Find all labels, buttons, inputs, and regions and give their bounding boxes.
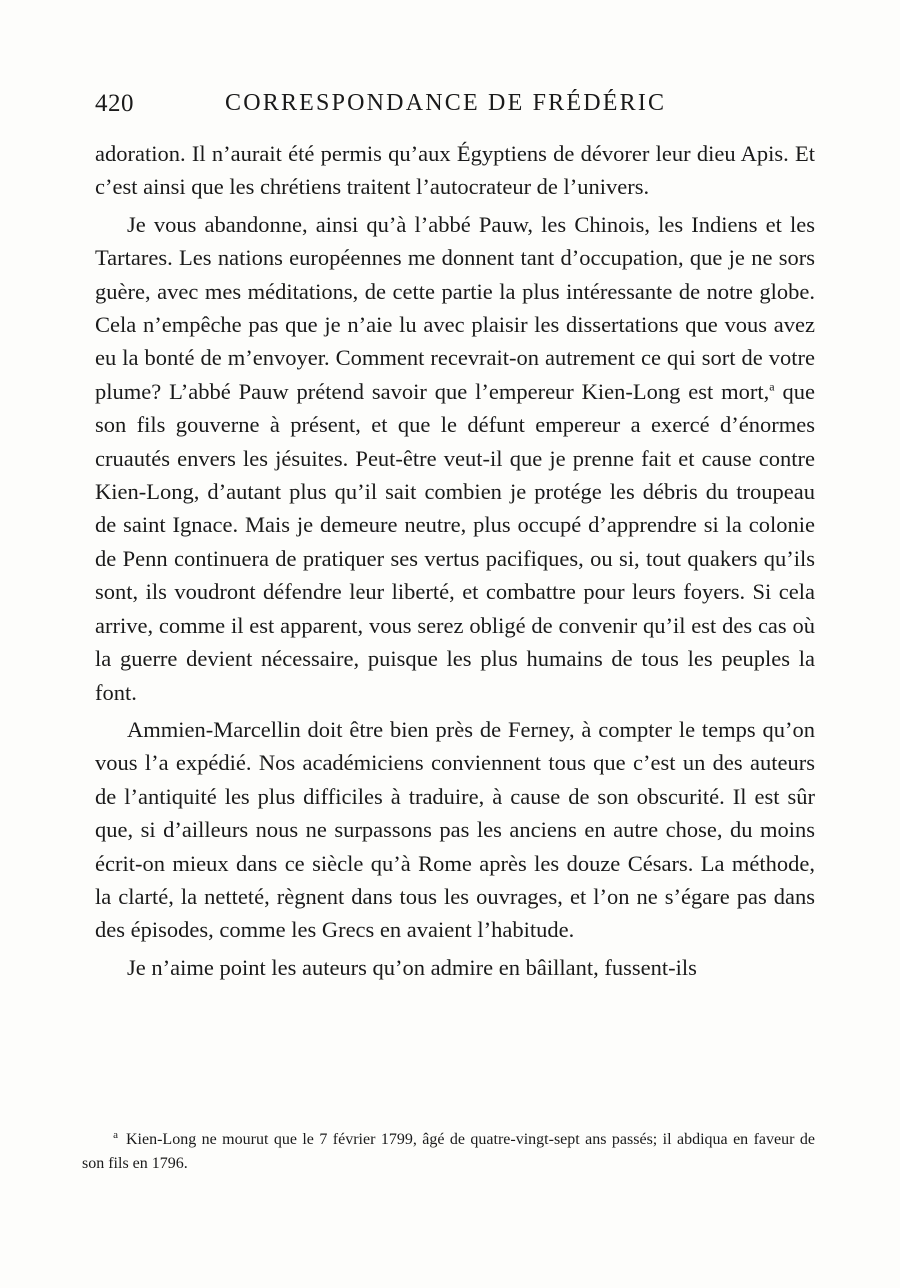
paragraph-2	[95, 208, 815, 709]
paragraph-3: Ammien-Marcellin doit être bien près de Ferney, à compter le temps qu’on vous l’a expédié. Nos académiciens conviennent tous que c’est un des auteurs de l’antiquité les plus difficiles à traduire, à cause de son obscurité. Il est sûr que, si d’ailleurs nous ne surpassons pas les anciens en autre chose, du moins écrit-on mieux dans ce siècle qu’à Rome après les douze Césars. La méthode, la clarté, la netteté, règnent dans tous les ouvrages, et l’on ne s’égare pas dans des épisodes, comme les Grecs en avaient l’habitude.	[95, 716, 815, 943]
body-text	[95, 137, 815, 984]
footnote-reference-mark: a	[769, 379, 775, 394]
page-number: 420	[95, 90, 134, 117]
paragraph-1: adoration. Il n’aurait été permis qu’aux Égyptiens de dévorer leur dieu Apis. Et c’est ainsi que les chrétiens traitent l’autocrateur de l’univers.	[95, 141, 815, 200]
paragraph-4: Je n’aime point les auteurs qu’on admire en bâillant, fussent-ils	[127, 954, 697, 980]
page-header	[95, 90, 815, 126]
running-title: CORRESPONDANCE DE FRÉDÉRIC	[225, 90, 667, 116]
paragraph-2-part-2: que son fils gouverne à présent, et que le défunt empereur a exercé d’énormes cruautés envers les jésuites. Peut-être veut-il que je prenne fait et cause contre Kien-Long, d’autant plus qu’il sait combien je protége les débris du troupeau de saint Ignace. Mais je demeure neutre, plus occupé d’apprendre si la colonie de Penn continuera de pratiquer ses vertus pacifiques, ou si, tout quakers qu’ils sont, ils voudront défendre leur liberté, et combattre pour leurs foyers. Si cela arrive, comme il est apparent, vous serez obligé de convenir qu’il est des cas où la guerre devient nécessaire, puisque les plus humains de tous les peuples la font.	[95, 378, 815, 705]
paragraph-2-part-1: Je vous abandonne, ainsi qu’à l’abbé Pauw, les Chinois, les Indiens et les Tartares. Les nations européennes me donnent tant d’occupation, que je ne sors guère, avec mes méditations, de cette partie la plus intéressante de notre globe. Cela n’empêche pas que je n’aie lu avec plaisir les dissertations que vous avez eu la bonté de m’envoyer. Comment recevrait-on autrement ce qui sort de votre plume? L’abbé Pauw prétend savoir que l’empereur Kien-Long est mort,	[95, 211, 815, 404]
footnote-text: Kien-Long ne mourut que le 7 février 1799, âgé de quatre-vingt-sept ans passés; il abdiqua en faveur de son fils en 1796.	[82, 1131, 815, 1172]
footnote: a Kien-Long ne mourut que le 7 février 1799, âgé de quatre-vingt-sept ans passés; il abdiqua en faveur de son fils en 1796.	[82, 1128, 815, 1172]
